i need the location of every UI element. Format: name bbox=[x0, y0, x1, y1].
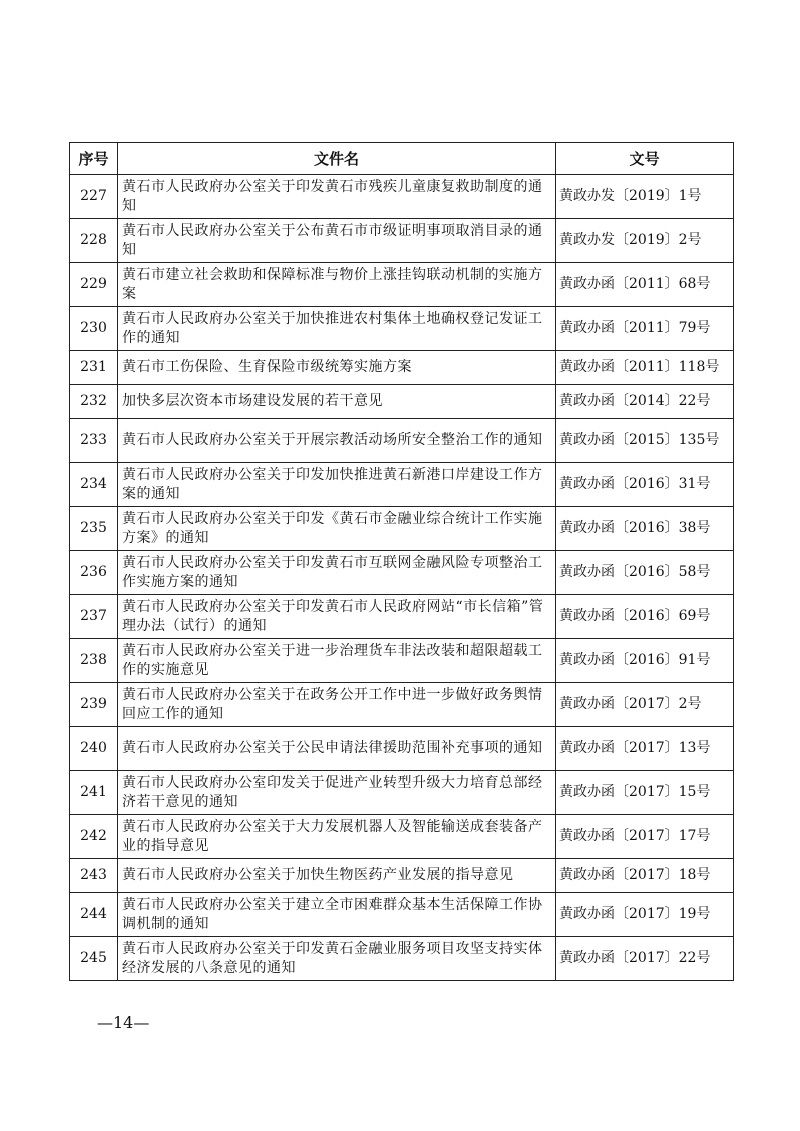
row-number: 228 bbox=[70, 219, 118, 263]
row-number: 229 bbox=[70, 263, 118, 307]
table-row bbox=[70, 385, 734, 419]
row-number: 237 bbox=[70, 595, 118, 639]
row-title: 黄石市人民政府办公室关于开展宗教活动场所安全整治工作的通知 bbox=[118, 419, 556, 463]
row-number: 232 bbox=[70, 385, 118, 419]
row-doc-number: 黄政办发〔2019〕2号 bbox=[556, 219, 734, 263]
row-title: 加快多层次资本市场建设发展的若干意见 bbox=[118, 385, 556, 419]
row-doc-number: 黄政办函〔2016〕91号 bbox=[556, 639, 734, 683]
row-title: 黄石市人民政府办公室印发关于促进产业转型升级大力培育总部经济若干意见的通知 bbox=[118, 771, 556, 815]
row-title: 黄石市人民政府办公室关于建立全市困难群众基本生活保障工作协调机制的通知 bbox=[118, 893, 556, 937]
row-title: 黄石市人民政府办公室关于印发黄石市人民政府网站“市长信箱”管理办法（试行）的通知 bbox=[118, 595, 556, 639]
table-row bbox=[70, 859, 734, 893]
table-row bbox=[70, 639, 734, 683]
row-number: 240 bbox=[70, 727, 118, 771]
row-doc-number: 黄政办函〔2015〕135号 bbox=[556, 419, 734, 463]
row-number: 245 bbox=[70, 937, 118, 981]
table-row bbox=[70, 175, 734, 219]
row-title: 黄石市人民政府办公室关于大力发展机器人及智能输送成套装备产业的指导意见 bbox=[118, 815, 556, 859]
row-doc-number: 黄政办函〔2016〕38号 bbox=[556, 507, 734, 551]
table-row bbox=[70, 551, 734, 595]
table-row bbox=[70, 815, 734, 859]
row-title: 黄石市人民政府办公室关于公民申请法律援助范围补充事项的通知 bbox=[118, 727, 556, 771]
row-title: 黄石市人民政府办公室关于在政务公开工作中进一步做好政务舆情回应工作的通知 bbox=[118, 683, 556, 727]
row-doc-number: 黄政办函〔2017〕17号 bbox=[556, 815, 734, 859]
row-title: 黄石市工伤保险、生育保险市级统筹实施方案 bbox=[118, 351, 556, 385]
table-row bbox=[70, 507, 734, 551]
row-number: 236 bbox=[70, 551, 118, 595]
row-number: 241 bbox=[70, 771, 118, 815]
row-doc-number: 黄政办函〔2016〕58号 bbox=[556, 551, 734, 595]
row-title: 黄石市人民政府办公室关于进一步治理货车非法改装和超限超载工作的实施意见 bbox=[118, 639, 556, 683]
table-row bbox=[70, 727, 734, 771]
row-doc-number: 黄政办函〔2017〕19号 bbox=[556, 893, 734, 937]
row-doc-number: 黄政办发〔2019〕1号 bbox=[556, 175, 734, 219]
row-doc-number: 黄政办函〔2011〕68号 bbox=[556, 263, 734, 307]
table-row bbox=[70, 307, 734, 351]
row-title: 黄石市人民政府办公室关于印发黄石市残疾儿童康复救助制度的通知 bbox=[118, 175, 556, 219]
row-doc-number: 黄政办函〔2014〕22号 bbox=[556, 385, 734, 419]
row-title: 黄石市人民政府办公室关于公布黄石市市级证明事项取消目录的通知 bbox=[118, 219, 556, 263]
table-row bbox=[70, 263, 734, 307]
row-number: 231 bbox=[70, 351, 118, 385]
header-num: 序号 bbox=[70, 143, 118, 175]
table-row bbox=[70, 351, 734, 385]
row-number: 235 bbox=[70, 507, 118, 551]
table-header-row bbox=[70, 143, 734, 175]
table-body bbox=[70, 175, 734, 981]
row-number: 227 bbox=[70, 175, 118, 219]
row-title: 黄石市人民政府办公室关于印发加快推进黄石新港口岸建设工作方案的通知 bbox=[118, 463, 556, 507]
row-number: 238 bbox=[70, 639, 118, 683]
document-table bbox=[69, 142, 734, 981]
row-title: 黄石市建立社会救助和保障标准与物价上涨挂钩联动机制的实施方案 bbox=[118, 263, 556, 307]
header-doc: 文号 bbox=[556, 143, 734, 175]
row-title: 黄石市人民政府办公室关于印发黄石金融业服务项目攻坚支持实体经济发展的八条意见的通知 bbox=[118, 937, 556, 981]
row-doc-number: 黄政办函〔2017〕22号 bbox=[556, 937, 734, 981]
page-number: —14— bbox=[97, 1013, 150, 1032]
row-number: 242 bbox=[70, 815, 118, 859]
row-doc-number: 黄政办函〔2017〕2号 bbox=[556, 683, 734, 727]
row-number: 230 bbox=[70, 307, 118, 351]
header-title: 文件名 bbox=[118, 143, 556, 175]
row-doc-number: 黄政办函〔2016〕31号 bbox=[556, 463, 734, 507]
row-number: 244 bbox=[70, 893, 118, 937]
row-doc-number: 黄政办函〔2016〕69号 bbox=[556, 595, 734, 639]
table-row bbox=[70, 771, 734, 815]
row-number: 234 bbox=[70, 463, 118, 507]
table-row bbox=[70, 463, 734, 507]
row-title: 黄石市人民政府办公室关于印发《黄石市金融业综合统计工作实施方案》的通知 bbox=[118, 507, 556, 551]
table-row bbox=[70, 937, 734, 981]
table-row bbox=[70, 893, 734, 937]
row-number: 239 bbox=[70, 683, 118, 727]
table-row bbox=[70, 595, 734, 639]
row-title: 黄石市人民政府办公室关于印发黄石市互联网金融风险专项整治工作实施方案的通知 bbox=[118, 551, 556, 595]
row-doc-number: 黄政办函〔2011〕118号 bbox=[556, 351, 734, 385]
table-row bbox=[70, 419, 734, 463]
row-title: 黄石市人民政府办公室关于加快推进农村集体土地确权登记发证工作的通知 bbox=[118, 307, 556, 351]
table-row bbox=[70, 219, 734, 263]
row-doc-number: 黄政办函〔2017〕13号 bbox=[556, 727, 734, 771]
row-title: 黄石市人民政府办公室关于加快生物医药产业发展的指导意见 bbox=[118, 859, 556, 893]
table-row bbox=[70, 683, 734, 727]
row-number: 243 bbox=[70, 859, 118, 893]
row-doc-number: 黄政办函〔2011〕79号 bbox=[556, 307, 734, 351]
row-number: 233 bbox=[70, 419, 118, 463]
row-doc-number: 黄政办函〔2017〕18号 bbox=[556, 859, 734, 893]
row-doc-number: 黄政办函〔2017〕15号 bbox=[556, 771, 734, 815]
